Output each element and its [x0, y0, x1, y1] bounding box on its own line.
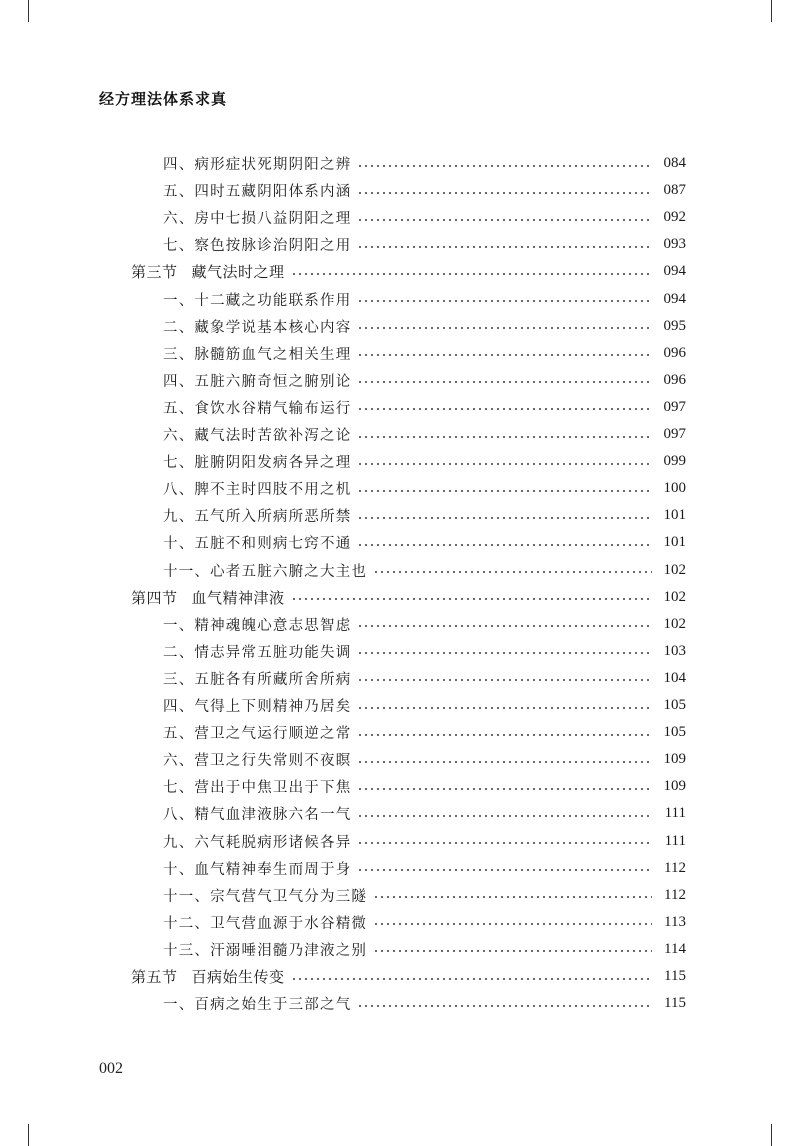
toc-item-label: 十二、卫气营血源于水谷精微 — [163, 915, 368, 932]
toc-item-label: 五、营卫之气运行顺逆之常 — [163, 726, 352, 743]
dot-leader — [373, 896, 652, 898]
toc-section-row[interactable] — [131, 584, 686, 611]
toc-item-row[interactable] — [163, 340, 686, 367]
toc-page-number: 111 — [664, 805, 686, 822]
dot-leader — [357, 381, 652, 383]
dot-leader — [357, 679, 652, 681]
toc-page-number: 113 — [664, 913, 686, 930]
toc-item-label: 二、情志异常五脏功能失调 — [163, 644, 352, 661]
dot-leader — [357, 625, 652, 627]
toc-page-number: 102 — [663, 561, 686, 578]
toc-section-title — [131, 587, 285, 608]
toc-page-number: 114 — [664, 940, 686, 957]
toc-item-row[interactable] — [163, 990, 686, 1017]
dot-leader — [357, 219, 652, 221]
toc-item-label: 六、营卫之行失常则不夜瞑 — [163, 753, 352, 770]
dot-leader — [357, 327, 652, 329]
dot-leader — [357, 490, 652, 492]
toc-item-label: 六、藏气法时苦欲补泻之论 — [163, 428, 352, 444]
dot-leader — [357, 300, 652, 302]
toc-page-number: 099 — [663, 453, 686, 470]
toc-item-row[interactable] — [163, 286, 686, 313]
dot-leader — [357, 436, 652, 438]
dot-leader — [357, 544, 652, 546]
toc-page-number: 103 — [663, 642, 686, 659]
toc-item-label: 七、察色按脉诊治阴阳之用 — [163, 238, 352, 255]
toc-item-row[interactable] — [163, 394, 686, 421]
dot-leader — [357, 192, 652, 194]
page-number: 002 — [99, 1060, 123, 1077]
toc-item-label: 十、血气精神奉生而周于身 — [163, 861, 352, 878]
toc-section-number: 第三节 — [131, 263, 178, 282]
dot-leader — [373, 923, 652, 925]
toc-item-label: 十、五脏不和则病七窍不通 — [163, 536, 352, 553]
toc-page-number: 093 — [663, 236, 686, 253]
toc-item-label: 二、藏象学说基本核心内容 — [163, 319, 352, 336]
toc-item-row[interactable] — [163, 529, 686, 556]
toc-page-number: 095 — [663, 317, 686, 334]
toc-item-label: 六、房中七损八益阴阳之理 — [163, 211, 352, 228]
toc-item-row[interactable] — [163, 773, 686, 800]
toc-page-number: 097 — [663, 398, 686, 415]
dot-leader — [357, 1005, 652, 1007]
toc-item-row[interactable] — [163, 367, 686, 394]
toc-page-number: 112 — [664, 859, 686, 876]
toc-item-label: 一、精神魂魄心意志思智虑 — [163, 617, 352, 634]
toc-item-label: 七、脏腑阴阳发病各异之理 — [163, 455, 352, 472]
toc-item-label: 四、病形症状死期阴阳之辨 — [163, 157, 352, 173]
crop-mark-bottom-right — [771, 1124, 772, 1146]
toc-item-row[interactable] — [163, 502, 686, 529]
toc-page-number: 097 — [663, 426, 686, 442]
toc-page-number: 104 — [663, 669, 686, 686]
dot-leader — [373, 950, 652, 952]
dot-leader — [357, 463, 652, 465]
toc-item-label: 十一、心者五脏六腑之大主也 — [163, 563, 368, 580]
toc-page-number: 109 — [663, 778, 686, 795]
toc-page-number: 084 — [663, 155, 686, 171]
toc-item-row[interactable] — [163, 475, 686, 502]
toc-item-row[interactable] — [163, 177, 686, 204]
toc-item-row[interactable] — [163, 611, 686, 638]
toc-item-label: 五、食饮水谷精气输布运行 — [163, 400, 352, 417]
toc-section-label: 藏气法时之理 — [191, 263, 285, 282]
crop-mark-top-right — [771, 0, 772, 22]
toc-page-number: 105 — [663, 724, 686, 741]
toc-item-label: 三、五脏各有所藏所舍所病 — [163, 671, 352, 688]
toc-item-row[interactable] — [163, 448, 686, 475]
toc-section-row[interactable] — [131, 963, 686, 990]
toc-item-row[interactable] — [163, 204, 686, 231]
toc-section-row[interactable] — [131, 258, 686, 285]
toc-page-number: 105 — [663, 697, 686, 713]
toc-page-number: 111 — [664, 832, 686, 849]
toc-page-number: 096 — [663, 371, 686, 388]
toc-item-label: 四、五脏六腑奇恒之腑别论 — [163, 373, 352, 390]
toc-page-number: 115 — [664, 995, 686, 1012]
toc-item-label: 九、六气耗脱病形诸候各异 — [163, 834, 352, 851]
dot-leader — [373, 571, 652, 573]
dot-leader — [357, 517, 652, 519]
toc-page-number: 102 — [663, 615, 686, 632]
toc-item-row[interactable] — [163, 421, 686, 448]
toc-item-row[interactable] — [163, 313, 686, 340]
toc-item-label: 三、脉髓筋血气之相关生理 — [163, 346, 352, 363]
running-header: 经方理法体系求真 — [99, 90, 228, 108]
dot-leader — [357, 788, 652, 790]
toc-page-number: 094 — [663, 263, 686, 280]
toc-page-number: 100 — [663, 480, 686, 497]
toc-page-number: 109 — [663, 751, 686, 768]
toc-item-row[interactable] — [163, 800, 686, 827]
toc-item-row[interactable] — [163, 231, 686, 258]
dot-leader — [357, 652, 652, 654]
toc-item-row[interactable] — [163, 719, 686, 746]
toc-page-number: 087 — [663, 182, 686, 199]
toc-item-row[interactable] — [163, 909, 686, 936]
toc-item-row[interactable] — [163, 665, 686, 692]
toc-item-row[interactable] — [163, 150, 686, 177]
toc-page-number: 094 — [663, 290, 686, 307]
toc-item-label: 一、十二藏之功能联系作用 — [163, 292, 352, 309]
toc-section-label: 血气精神津液 — [191, 588, 285, 607]
toc-item-row[interactable] — [163, 855, 686, 882]
dot-leader — [357, 842, 652, 844]
dot-leader — [357, 408, 652, 410]
toc-section-label: 百病始生传变 — [191, 968, 285, 986]
toc-item-row[interactable] — [163, 557, 686, 584]
toc-item-label: 七、营出于中焦卫出于下焦 — [163, 780, 352, 797]
toc-item-label: 九、五气所入所病所恶所禁 — [163, 509, 352, 526]
toc-section-number: 第五节 — [131, 968, 178, 986]
dot-leader — [357, 354, 652, 356]
toc-item-label: 八、精气血津液脉六名一气 — [163, 807, 352, 824]
toc-page-number: 115 — [664, 968, 686, 984]
crop-mark-top-left — [28, 0, 29, 22]
toc-item-label: 八、脾不主时四肢不用之机 — [163, 482, 352, 499]
dot-leader — [291, 978, 652, 980]
toc-page-number: 112 — [664, 886, 686, 903]
dot-leader — [291, 273, 652, 275]
dot-leader — [357, 761, 652, 763]
toc-page-number: 092 — [663, 209, 686, 226]
toc-item-label: 一、百病之始生于三部之气 — [163, 997, 352, 1014]
toc-item-row[interactable] — [163, 936, 686, 963]
toc-section-title — [131, 966, 285, 987]
dot-leader — [291, 598, 652, 600]
toc-item-label: 十三、汗溺唾泪髓乃津液之别 — [163, 942, 368, 959]
dot-leader — [357, 869, 652, 871]
toc-item-label: 五、四时五藏阴阳体系内涵 — [163, 184, 352, 201]
toc-item-label: 十一、宗气营气卫气分为三隧 — [163, 888, 368, 905]
toc-item-row[interactable] — [163, 882, 686, 909]
toc-page-number: 101 — [663, 507, 686, 524]
toc-item-row[interactable] — [163, 828, 686, 855]
dot-leader — [357, 165, 652, 167]
toc-page-number: 101 — [663, 534, 686, 551]
toc-item-row[interactable] — [163, 746, 686, 773]
toc-page-number: 102 — [663, 588, 686, 605]
toc-section-title — [131, 261, 285, 282]
toc-item-label: 四、气得上下则精神乃居矣 — [163, 699, 352, 715]
toc-page-number: 096 — [663, 344, 686, 361]
dot-leader — [357, 707, 652, 709]
dot-leader — [357, 734, 652, 736]
toc-section-number: 第四节 — [131, 588, 178, 607]
toc-item-row[interactable] — [163, 692, 686, 719]
dot-leader — [357, 815, 652, 817]
crop-mark-bottom-left — [28, 1124, 29, 1146]
dot-leader — [357, 246, 652, 248]
toc-item-row[interactable] — [163, 638, 686, 665]
